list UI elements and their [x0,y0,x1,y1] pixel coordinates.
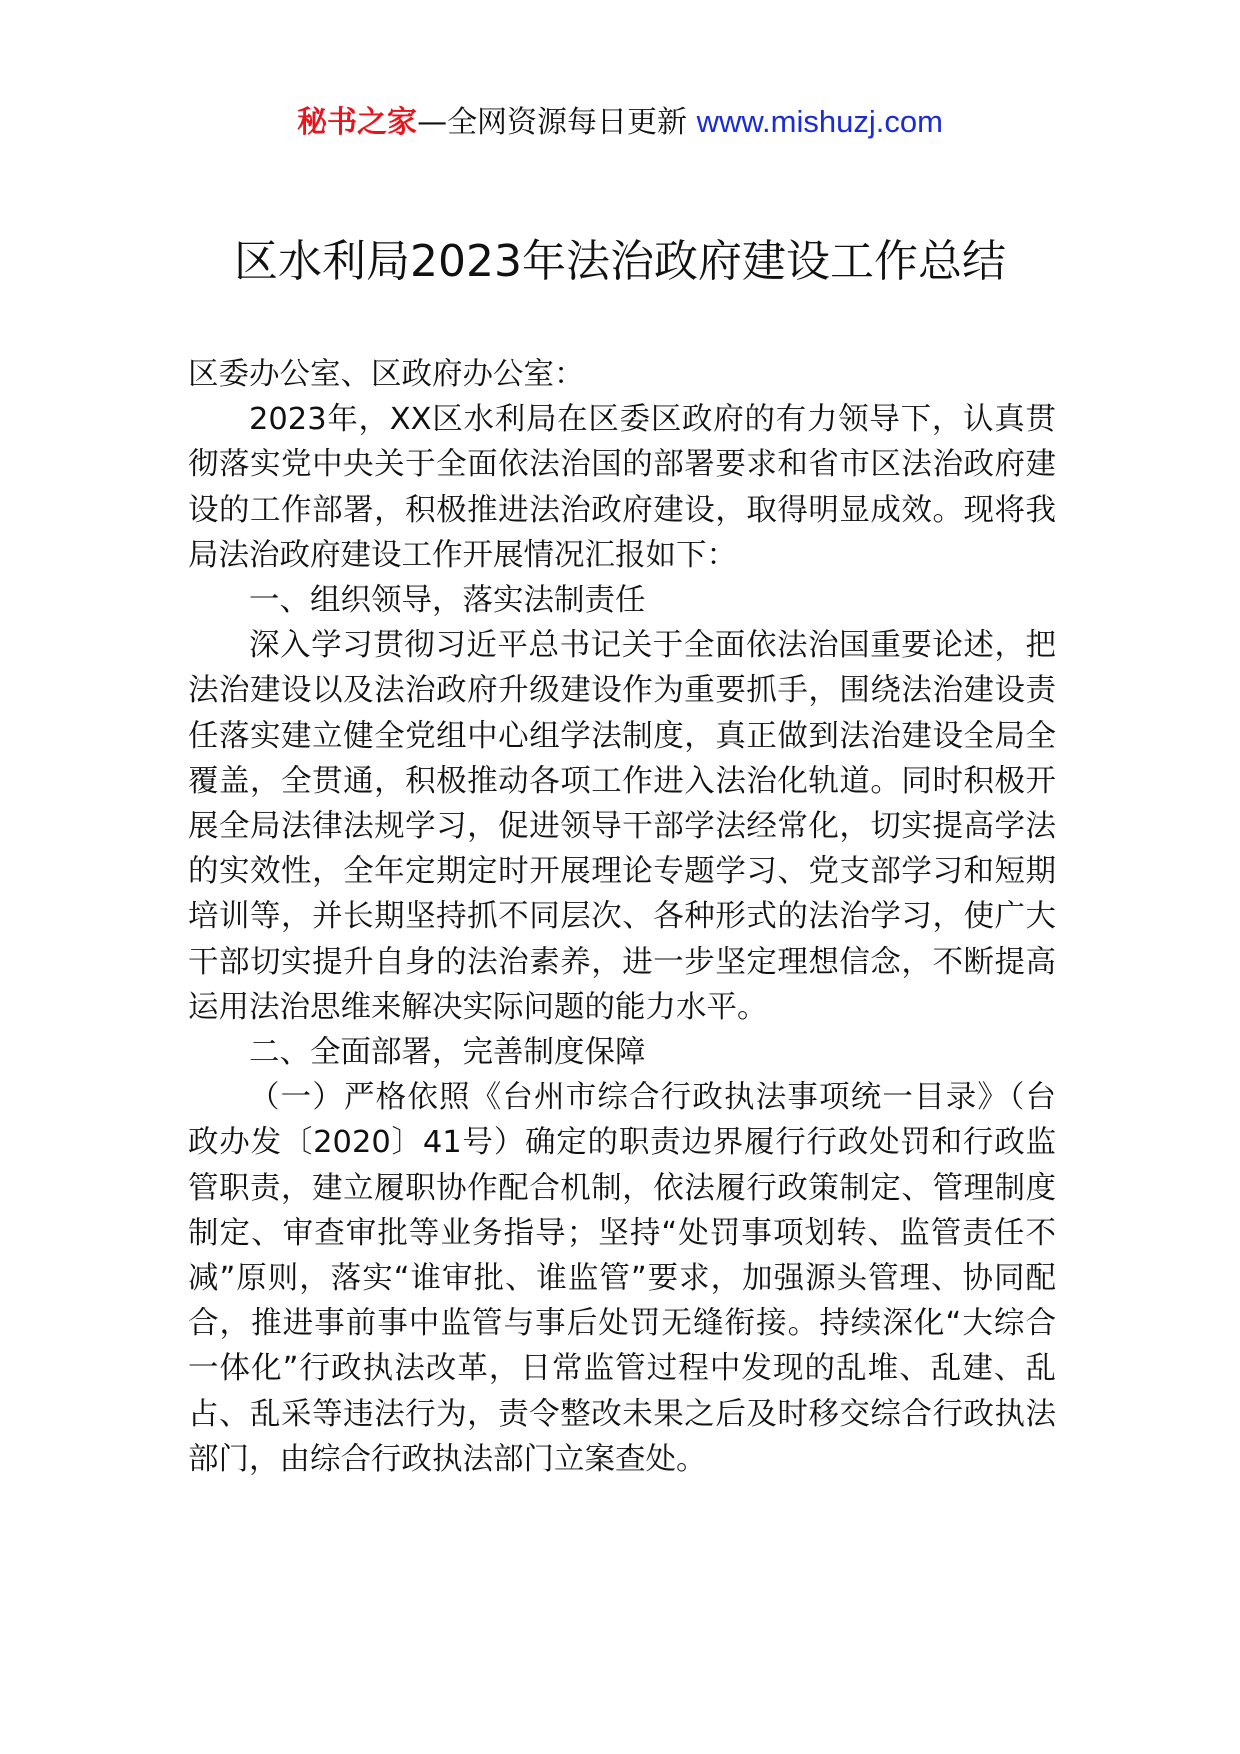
paragraph-section-2-item-1: （一）严格依照《台州市综合行政执法事项统一目录》（台政办发〔2020〕41号）确定的职责边界履行行政处罚和行政监管职责，建立履职协作配合机制，依法履行政策制定、管理制度制定、审查审批等业务指导；坚持“处罚事项划转、监管责任不减”原则，落实“谁审批、谁监管”要求，加强源头管理、协同配合，推进事前事中监管与事后处罚无缝衔接。持续深化“大综合一体化”行政执法改革，日常监管过程中发现的乱堆、乱建、乱占、乱采等违法行为，责令整改未果之后及时移交综合行政执法部门，由综合行政执法部门立案查处。 [188,1080,1056,1477]
paragraph-section-1: 深入学习贯彻习近平总书记关于全面依法治国重要论述，把法治建设以及法治政府升级建设作为重要抓手，围绕法治建设责任落实建立健全党组中心组学法制度，真正做到法治建设全局全覆盖，全贯通，积极推动各项工作进入法治化轨道。同时积极开展全局法律法规学习，促进领导干部学法经常化，切实提高学法的实效性，全年定期定时开展理论专题学习、党支部学习和短期培训等，并长期坚持抓不同层次、各种形式的法治学习，使广大干部切实提升自身的法治素养，进一步坚定理想信念，不断提高运用法治思维来解决实际问题的能力水平。 [188,628,1056,1025]
document-title: 区水利局2023年法治政府建设工作总结 [234,236,1006,287]
salutation: 区委办公室、区政府办公室： [188,357,585,392]
site-brand: 秘书之家 [297,105,418,140]
site-url-link[interactable]: www.mishuzj.com [696,104,943,139]
section-heading-2: 二、全面部署，完善制度保障 [249,1035,646,1071]
site-header [0,102,1240,143]
document-body [188,352,1056,1482]
section-heading-1: 一、组织领导，落实法制责任 [249,583,646,619]
site-slogan: —全网资源每日更新 [417,105,697,140]
paragraph-intro: 2023年，XX区水利局在区委区政府的有力领导下，认真贯彻落实党中央关于全面依法治国的部署要求和省市区法治政府建设的工作部署，积极推进法治政府建设，取得明显成效。现将我局法治政府建设工作开展情况汇报如下： [188,402,1056,573]
